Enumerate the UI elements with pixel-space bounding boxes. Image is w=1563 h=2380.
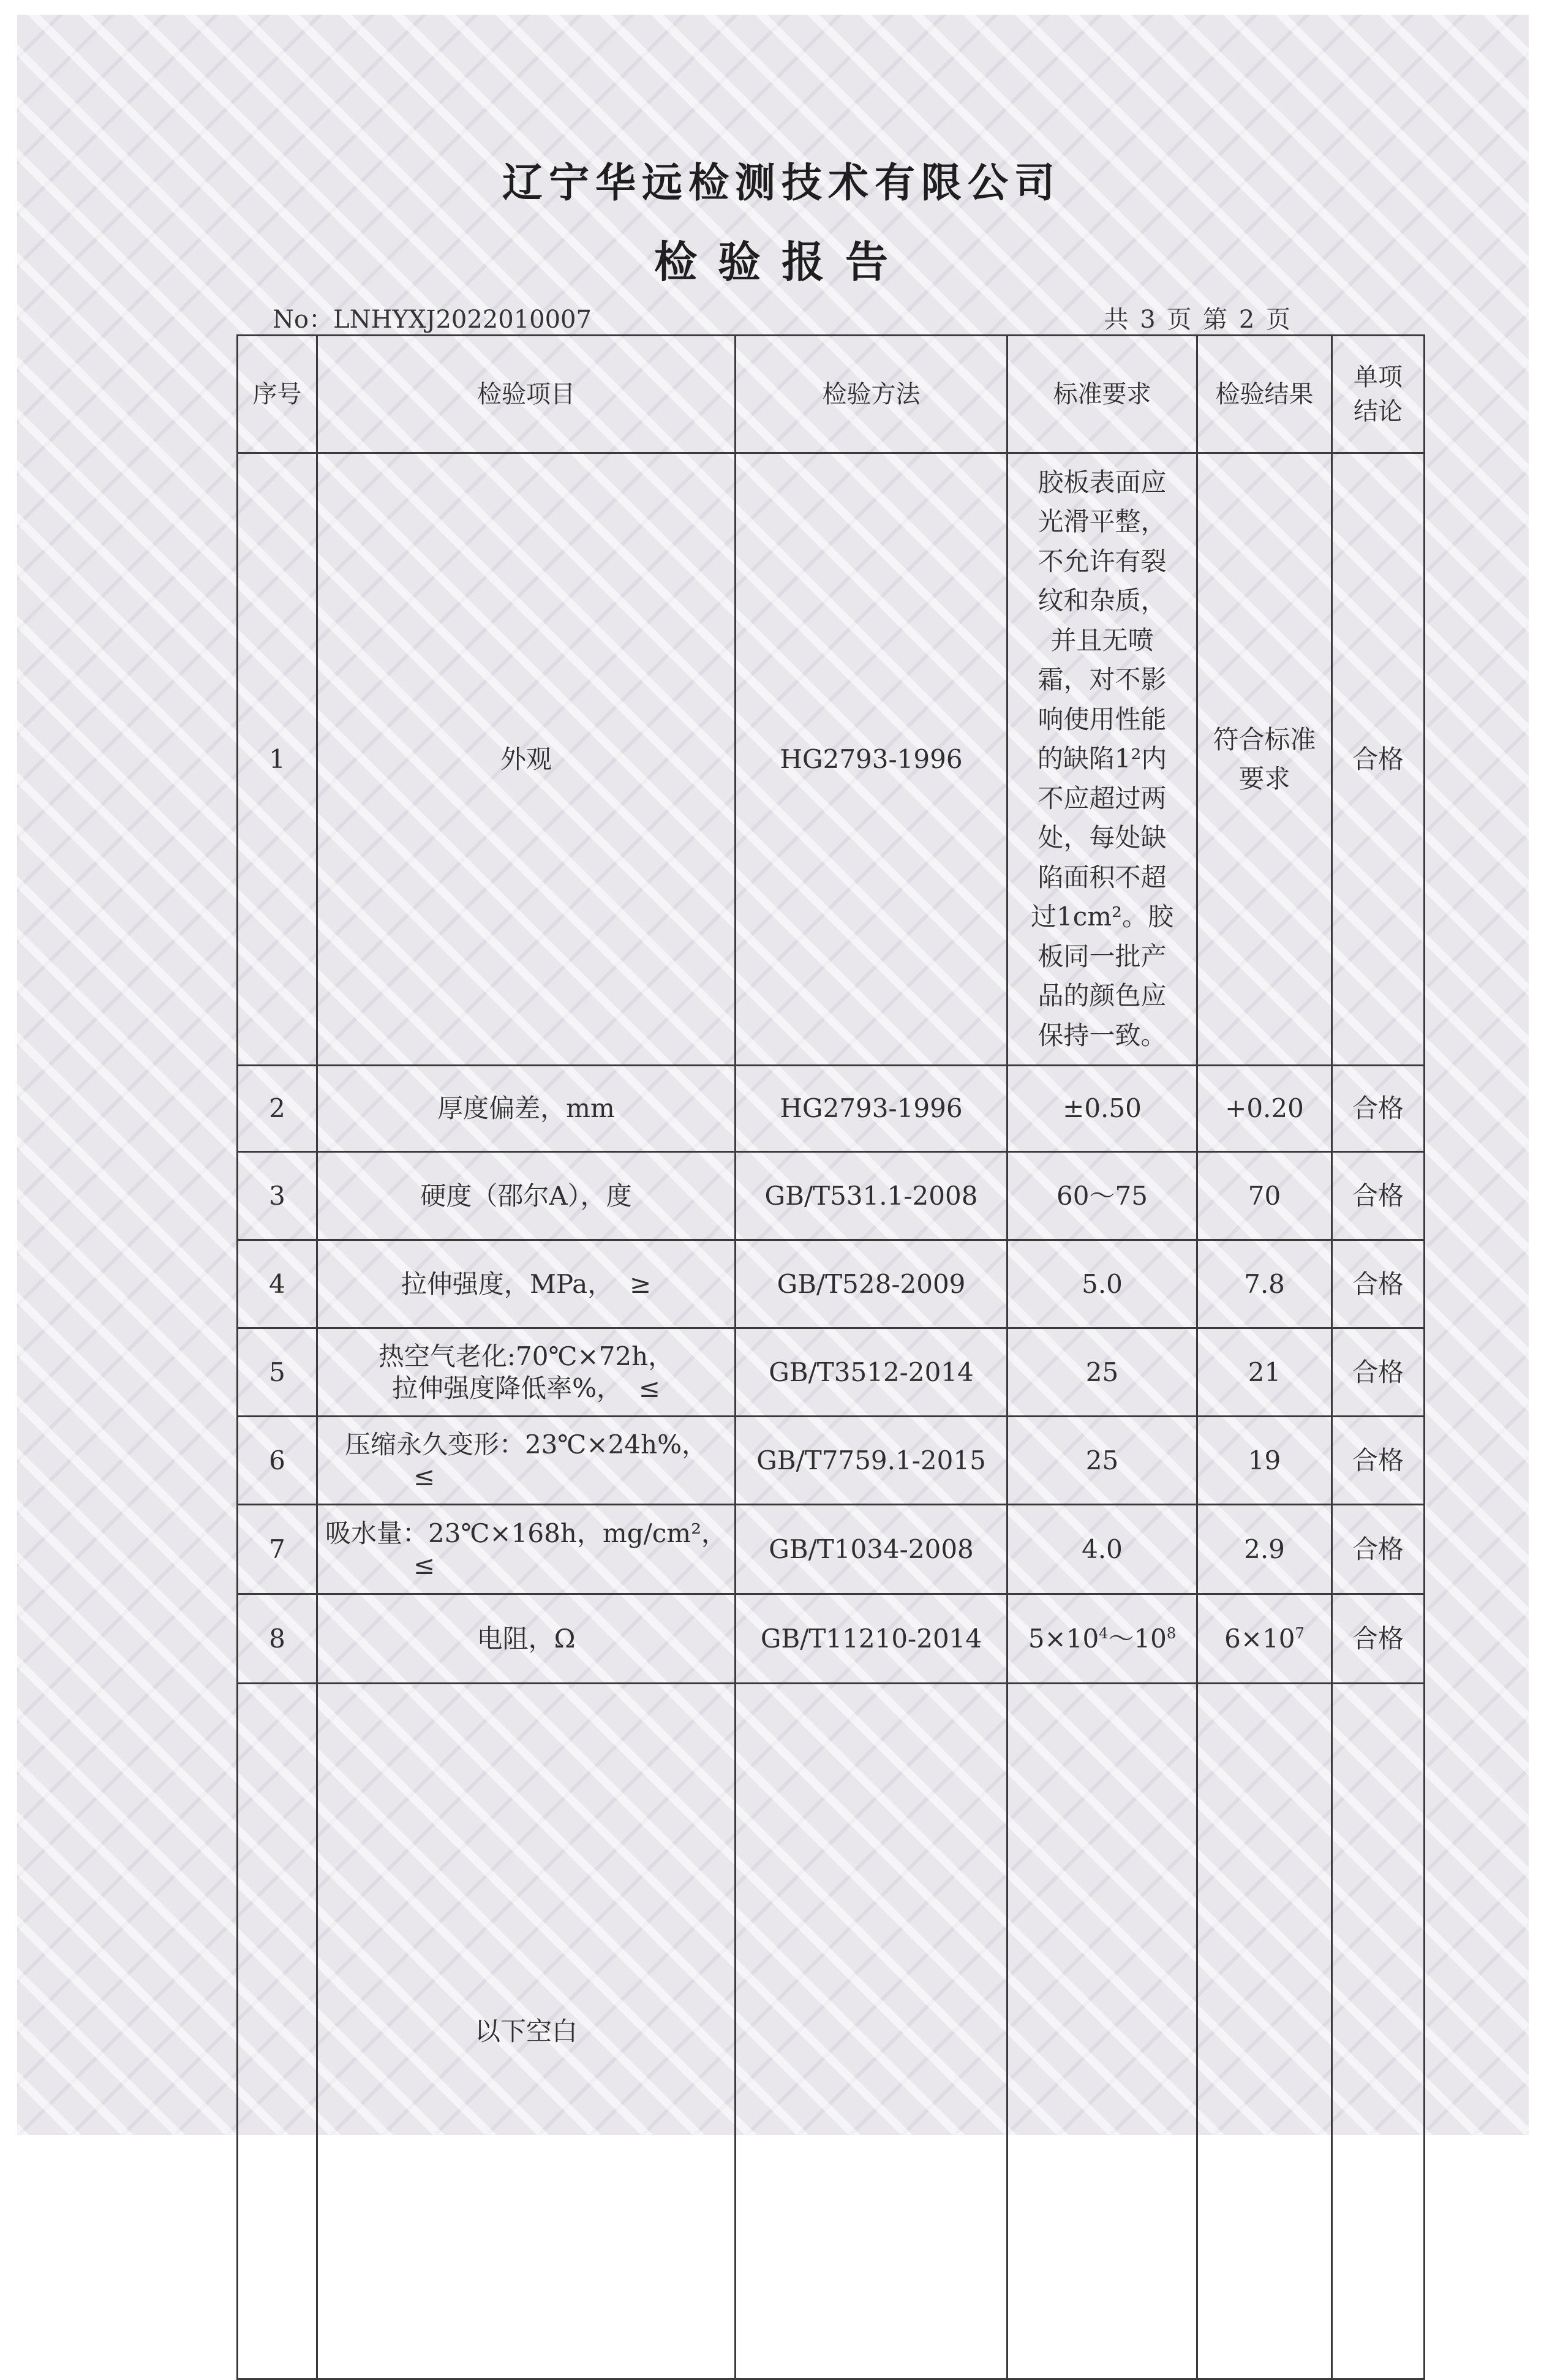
table-header-row [238,336,1425,453]
page-indicator: 共 3 页 第 2 页 [1104,306,1290,334]
blank-cell [736,1684,1007,2379]
table-row [238,453,1425,1066]
row-requirement: 胶板表面应 光滑平整， 不允许有裂 纹和杂质， 并且无喷 霜，对不影 响使用性能 的缺陷1²内 不应超过两 处，每处缺 陷面积不超 过1cm²。胶 板同一批产 品的颜色应 保持一致。 [1007,453,1197,1066]
row-requirement: 4.0 [1007,1505,1197,1594]
row-requirement-mid: ～10 [1108,1623,1167,1654]
blank-cell [238,1684,317,2379]
row-no: 2 [238,1066,317,1152]
col-header-no: 序号 [238,336,317,453]
row-item-line2: ≤ [413,1550,435,1580]
report-number-label: No： [273,306,334,334]
row-requirement: 25 [1007,1417,1197,1505]
row-item [317,1505,736,1594]
row-item-line1: 热空气老化:70℃×72h， [378,1341,674,1371]
table-row [238,1152,1425,1240]
row-result: 21 [1197,1328,1332,1417]
row-no: 1 [238,453,317,1066]
row-no: 6 [238,1417,317,1505]
table-row [238,1505,1425,1594]
row-method: GB/T531.1-2008 [736,1152,1007,1240]
table-row [238,1240,1425,1328]
row-result [1197,1594,1332,1684]
row-requirement: ±0.50 [1007,1066,1197,1152]
row-item: 电阻，Ω [317,1594,736,1684]
row-item: 厚度偏差，mm [317,1066,736,1152]
row-method: GB/T528-2009 [736,1240,1007,1328]
row-no: 8 [238,1594,317,1684]
row-result-base: 6×10 [1224,1623,1295,1654]
results-table [236,334,1425,2380]
company-name: 辽宁华远检测技术有限公司 [502,159,1061,206]
row-no: 5 [238,1328,317,1417]
col-header-method: 检验方法 [736,336,1007,453]
row-requirement-exp1: 4 [1099,1624,1109,1642]
col-header-item: 检验项目 [317,336,736,453]
report-title: 检验报告 [654,237,909,287]
row-no: 4 [238,1240,317,1328]
row-no: 7 [238,1505,317,1594]
col-header-requirement: 标准要求 [1007,336,1197,453]
row-result: 70 [1197,1152,1332,1240]
blank-note: 以下空白 [317,1684,736,2379]
row-item: 硬度（邵尔A），度 [317,1152,736,1240]
row-result: 7.8 [1197,1240,1332,1328]
row-result [1197,453,1332,1066]
row-requirement: 5.0 [1007,1240,1197,1328]
row-result: +0.20 [1197,1066,1332,1152]
row-conclusion: 合格 [1332,1152,1425,1240]
report-number [273,300,592,335]
row-item-line1: 压缩永久变形：23℃×24h%， [344,1429,708,1459]
blank-cell [1197,1684,1332,2379]
row-conclusion: 合格 [1332,453,1425,1066]
row-item [317,1328,736,1417]
row-item-line2: 拉伸强度降低率%， ≤ [392,1373,660,1403]
row-requirement: 60～75 [1007,1152,1197,1240]
col-header-conclusion-text: 单项结论 [1354,363,1403,426]
row-result-exp: 7 [1295,1624,1305,1642]
row-method: GB/T1034-2008 [736,1505,1007,1594]
row-conclusion: 合格 [1332,1594,1425,1684]
row-conclusion: 合格 [1332,1240,1425,1328]
row-conclusion: 合格 [1332,1066,1425,1152]
table-row [238,1594,1425,1684]
table-row [238,1417,1425,1505]
row-requirement-base1: 5×10 [1028,1623,1099,1654]
row-method: GB/T3512-2014 [736,1328,1007,1417]
row-method: GB/T11210-2014 [736,1594,1007,1684]
row-no: 3 [238,1152,317,1240]
row-method: GB/T7759.1-2015 [736,1417,1007,1505]
row-conclusion: 合格 [1332,1328,1425,1417]
row-requirement: 25 [1007,1328,1197,1417]
blank-cell [1007,1684,1197,2379]
row-method: HG2793-1996 [736,453,1007,1066]
row-item: 外观 [317,453,736,1066]
row-item-line2: ≤ [413,1461,435,1491]
table-row [238,1328,1425,1417]
col-header-conclusion [1332,336,1425,453]
row-conclusion: 合格 [1332,1417,1425,1505]
row-conclusion: 合格 [1332,1505,1425,1594]
row-method: HG2793-1996 [736,1066,1007,1152]
row-result: 2.9 [1197,1505,1332,1594]
report-number-value: LNHYXJ2022010007 [333,306,592,334]
table-row [238,1066,1425,1152]
row-item: 拉伸强度，MPa， ≥ [317,1240,736,1328]
blank-cell [1332,1684,1425,2379]
row-requirement [1007,1594,1197,1684]
row-item [317,1417,736,1505]
row-result-text: 符合标准要求 [1213,724,1316,794]
blank-row [238,1684,1425,2379]
row-result: 19 [1197,1417,1332,1505]
row-item-line1: 吸水量：23℃×168h，mg/cm²， [325,1518,727,1548]
col-header-result: 检验结果 [1197,336,1332,453]
row-requirement-exp2: 8 [1166,1624,1177,1642]
